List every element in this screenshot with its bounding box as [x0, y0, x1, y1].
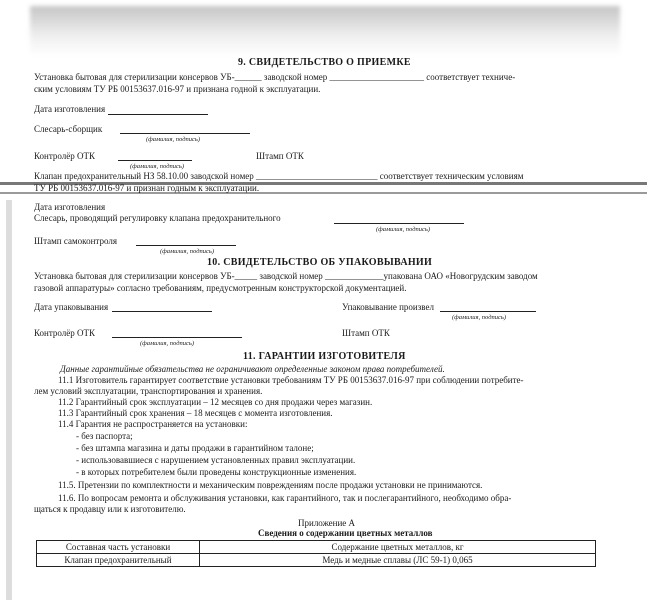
s9-selfcheck-line — [136, 245, 236, 246]
s10-otk-label: Контролёр ОТК — [34, 328, 96, 338]
s11-p3: 11.3 Гарантийный срок хранения – 18 месяцев с момента изготовления. — [58, 408, 333, 418]
s11-p2: 11.2 Гарантийный срок эксплуатации – 12 месяцев со дня продажи через магазин. — [58, 397, 373, 407]
s11-p1-line1: 11.1 Изготовитель гарантирует соответствие установки требованиям ТУ РБ 00153637.016-97 при соблюдении потребите- — [58, 375, 524, 385]
s9-stamp-label: Штамп ОТК — [256, 151, 304, 161]
table-header-row — [37, 541, 596, 554]
s9-otk-line — [118, 160, 192, 161]
s11-bullet-4: - в которых потребителем были проведены конструкционные изменения. — [76, 467, 357, 477]
s9-line2: ским условиям ТУ РБ 00153637.016-97 и признана годной к эксплуатации. — [34, 84, 321, 94]
s9-valve-date-label: Дата изготовления — [34, 202, 106, 212]
section-11-title: 11. ГАРАНТИИ ИЗГОТОВИТЕЛЯ — [243, 351, 406, 362]
s9-selfcheck-sub: (фамилия, подпись) — [160, 248, 214, 255]
s9-date-line — [108, 114, 208, 115]
s9-valve-line1: Клапан предохранительный НЗ 58.10.00 заводской номер ___________________________ соответствует техническим условиям — [34, 171, 524, 181]
s11-p6-line1: 11.6. По вопросам ремонта и обслуживания установки, как гарантийного, так и послегарантийного, необходимо обра- — [58, 493, 512, 503]
s11-bullet-1: - без паспорта; — [76, 431, 133, 441]
table-cell: Медь и медные сплавы (ЛС 59-1) 0,065 — [200, 554, 596, 567]
s9-fitter-line — [120, 133, 250, 134]
s9-valve-line2: ТУ РБ 00153637.016-97 и признан годным к эксплуатации. — [34, 183, 260, 193]
s9-fitter-sub: (фамилия, подпись) — [146, 136, 200, 143]
s9-selfcheck-label: Штамп самоконтроля — [34, 236, 117, 246]
s9-valve-fitter-label: Слесарь, проводящий регулировку клапана предохранительного — [34, 213, 281, 223]
s11-p4: 11.4 Гарантия не распространяется на установки: — [58, 419, 248, 429]
s10-date-line — [112, 311, 212, 312]
metals-table — [36, 540, 596, 567]
s10-packed-line — [440, 311, 536, 312]
section-9-title: 9. СВИДЕТЕЛЬСТВО О ПРИЕМКЕ — [238, 57, 411, 68]
s10-line2: газовой аппаратуры» согласно требованиям, предусмотренным конструкторской документацией. — [34, 283, 407, 293]
s10-packed-sub: (фамилия, подпись) — [452, 314, 506, 321]
s9-otk-sub: (фамилия, подпись) — [130, 163, 184, 170]
s9-valve-fitter-sub: (фамилия, подпись) — [376, 226, 430, 233]
table-cell: Клапан предохранительный — [37, 554, 200, 567]
appendix-title: Приложение А — [298, 518, 356, 528]
table-header-cell: Составная часть установки — [37, 541, 200, 554]
section-10-title: 10. СВИДЕТЕЛЬСТВО ОБ УПАКОВЫВАНИИ — [207, 257, 433, 268]
s9-valve-fitter-line — [334, 223, 464, 224]
s10-stamp-label: Штамп ОТК — [342, 328, 390, 338]
s11-intro: Данные гарантийные обязательства не ограничивают определенные законом права потребителей. — [60, 364, 445, 374]
s9-otk-label: Контролёр ОТК — [34, 151, 96, 161]
s11-p1-line2: лем условий эксплуатации, транспортирования и хранения. — [34, 386, 263, 396]
appendix-subtitle: Сведения о содержании цветных металлов — [258, 528, 433, 538]
table-row — [37, 554, 596, 567]
scan-shadow-top — [30, 6, 620, 56]
s10-date-label: Дата упаковывания — [34, 302, 109, 312]
scan-shadow-left — [6, 200, 12, 600]
s10-line1: Установка бытовая для стерилизации консервов УБ-_____ заводской номер _____________упакована ОАО «Новогрудским заводом — [34, 271, 538, 281]
s10-otk-line — [112, 337, 242, 338]
s11-bullet-3: - использовавшиеся с нарушением установленных правил эксплуатации. — [76, 455, 356, 465]
s10-otk-sub: (фамилия, подпись) — [140, 340, 194, 347]
s9-line1: Установка бытовая для стерилизации консервов УБ-______ заводской номер _____________________ соответствует техниче- — [34, 72, 516, 82]
s11-p5: 11.5. Претензии по комплектности и механическим повреждениям после продажи установки не принимаются. — [58, 480, 483, 490]
s9-fitter-label: Слесарь-сборщик — [34, 124, 103, 134]
s10-packed-label: Упаковывание произвел — [342, 302, 434, 312]
s11-p6-line2: щаться к продавцу или к изготовителю. — [34, 504, 186, 514]
s9-date-label: Дата изготовления — [34, 104, 106, 114]
s11-bullet-2: - без штампа магазина и даты продажи в гарантийном талоне; — [76, 443, 314, 453]
table-header-cell: Содержание цветных металлов, кг — [200, 541, 596, 554]
